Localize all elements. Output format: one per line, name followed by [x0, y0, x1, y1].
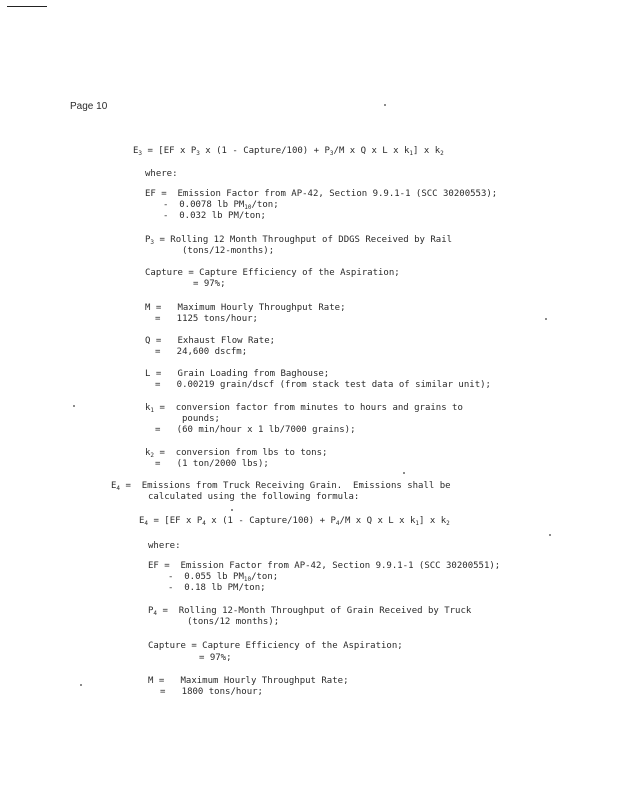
e3-ef-definition: EF = Emission Factor from AP-42, Section 9.9.1-1 (SCC 30200553); — [145, 189, 498, 199]
formula-part: = [EF x P — [142, 146, 197, 156]
subscript: 1 — [409, 150, 414, 157]
text: = Emissions from Truck Receiving Grain. Emissions shall be — [120, 481, 451, 491]
e4-ef-definition: EF = Emission Factor from AP-42, Section 9.9.1-1 (SCC 30200551); — [148, 561, 501, 571]
e4-capture-definition: Capture = Capture Efficiency of the Aspiration; — [148, 641, 403, 651]
subscript: 1 — [415, 520, 420, 527]
subscript: 2 — [150, 452, 155, 459]
text: P — [148, 606, 154, 616]
e3-q-definition: Q = Exhaust Flow Rate; — [145, 336, 276, 346]
text: P — [145, 235, 151, 245]
scan-speck — [231, 509, 233, 511]
subscript: 4 — [202, 520, 206, 527]
formula-part: = [EF x P — [148, 516, 203, 526]
e3-capture-value: = 97%; — [193, 279, 226, 289]
scan-speck — [545, 318, 547, 320]
subscript: 3 — [196, 150, 200, 157]
subscript: 10 — [244, 204, 252, 211]
e4-ef-pm10 — [168, 572, 278, 583]
where-label: where: — [145, 169, 178, 179]
e3-m-value: = 1125 tons/hour; — [155, 314, 258, 324]
subscript: 2 — [446, 520, 450, 527]
e3-k1-value: = (60 min/hour x 1 lb/7000 grains); — [155, 425, 356, 435]
subscript: 3 — [138, 150, 143, 157]
scan-speck — [73, 405, 75, 407]
formula-lhs: E — [133, 146, 139, 156]
scan-speck — [384, 104, 386, 106]
e3-l-value: = 0.00219 grain/dscf (from stack test data of similar unit); — [155, 380, 491, 390]
e3-k1-units: pounds; — [182, 414, 220, 424]
scan-speck — [403, 472, 405, 474]
e3-q-value: = 24,600 dscfm; — [155, 347, 248, 357]
text: E — [111, 481, 117, 491]
e3-ef-pm10 — [163, 200, 279, 211]
text: = Rolling 12-Month Throughput of Grain Received by Truck — [157, 606, 472, 616]
text: = conversion from lbs to tons; — [154, 448, 328, 458]
e3-ef-pm: - 0.032 lb PM/ton; — [163, 211, 266, 221]
subscript: 3 — [329, 150, 334, 157]
scan-speck — [549, 534, 551, 536]
formula-part: x (1 - Capture/100) + P — [199, 146, 330, 156]
e3-k2-definition — [145, 448, 327, 459]
text: - 0.055 lb PM — [168, 572, 244, 582]
subscript: 4 — [144, 520, 149, 527]
formula-lhs: E — [139, 516, 145, 526]
e4-intro-continued: calculated using the following formula: — [148, 492, 360, 502]
subscript: 4 — [116, 485, 121, 492]
e3-m-definition: M = Maximum Hourly Throughput Rate; — [145, 303, 346, 313]
text: /ton; — [251, 200, 279, 210]
e3-k1-definition — [145, 403, 463, 414]
where-label: where: — [148, 541, 181, 551]
scan-speck — [80, 684, 82, 686]
e4-p4-definition — [148, 606, 471, 617]
e3-formula — [133, 146, 444, 157]
e3-k2-value: = (1 ton/2000 lbs); — [155, 459, 269, 469]
e4-m-value: = 1800 tons/hour; — [160, 687, 263, 697]
formula-part: /M x Q x L x k — [339, 516, 416, 526]
e4-ef-pm: - 0.18 lb PM/ton; — [168, 583, 266, 593]
e4-intro — [111, 481, 451, 492]
e4-capture-value: = 97%; — [199, 653, 232, 663]
e3-l-definition: L = Grain Loading from Baghouse; — [145, 369, 330, 379]
e4-p4-units: (tons/12 months); — [187, 617, 280, 627]
formula-part: x (1 - Capture/100) + P — [205, 516, 336, 526]
formula-part: ] x k — [413, 146, 441, 156]
text: - 0.0078 lb PM — [163, 200, 245, 210]
formula-part: ] x k — [419, 516, 447, 526]
subscript: 1 — [150, 407, 155, 414]
subscript: 4 — [335, 520, 340, 527]
e4-m-definition: M = Maximum Hourly Throughput Rate; — [148, 676, 349, 686]
subscript: 3 — [150, 239, 155, 246]
text: k — [145, 403, 151, 413]
page-label: Page 10 — [70, 101, 108, 112]
formula-part: /M x Q x L x k — [333, 146, 410, 156]
text: = Rolling 12 Month Throughput of DDGS Received by Rail — [154, 235, 453, 245]
subscript: 10 — [243, 576, 252, 583]
e4-formula — [139, 516, 450, 527]
e3-capture-definition: Capture = Capture Efficiency of the Aspiration; — [145, 268, 400, 278]
header-rule — [7, 6, 47, 7]
e3-p3-units: (tons/12-months); — [182, 246, 275, 256]
subscript: 2 — [440, 150, 444, 157]
text: k — [145, 448, 151, 458]
subscript: 4 — [153, 610, 158, 617]
text: = conversion factor from minutes to hours and grains to — [154, 403, 463, 413]
e3-p3-definition — [145, 235, 452, 246]
text: /ton; — [251, 572, 279, 582]
